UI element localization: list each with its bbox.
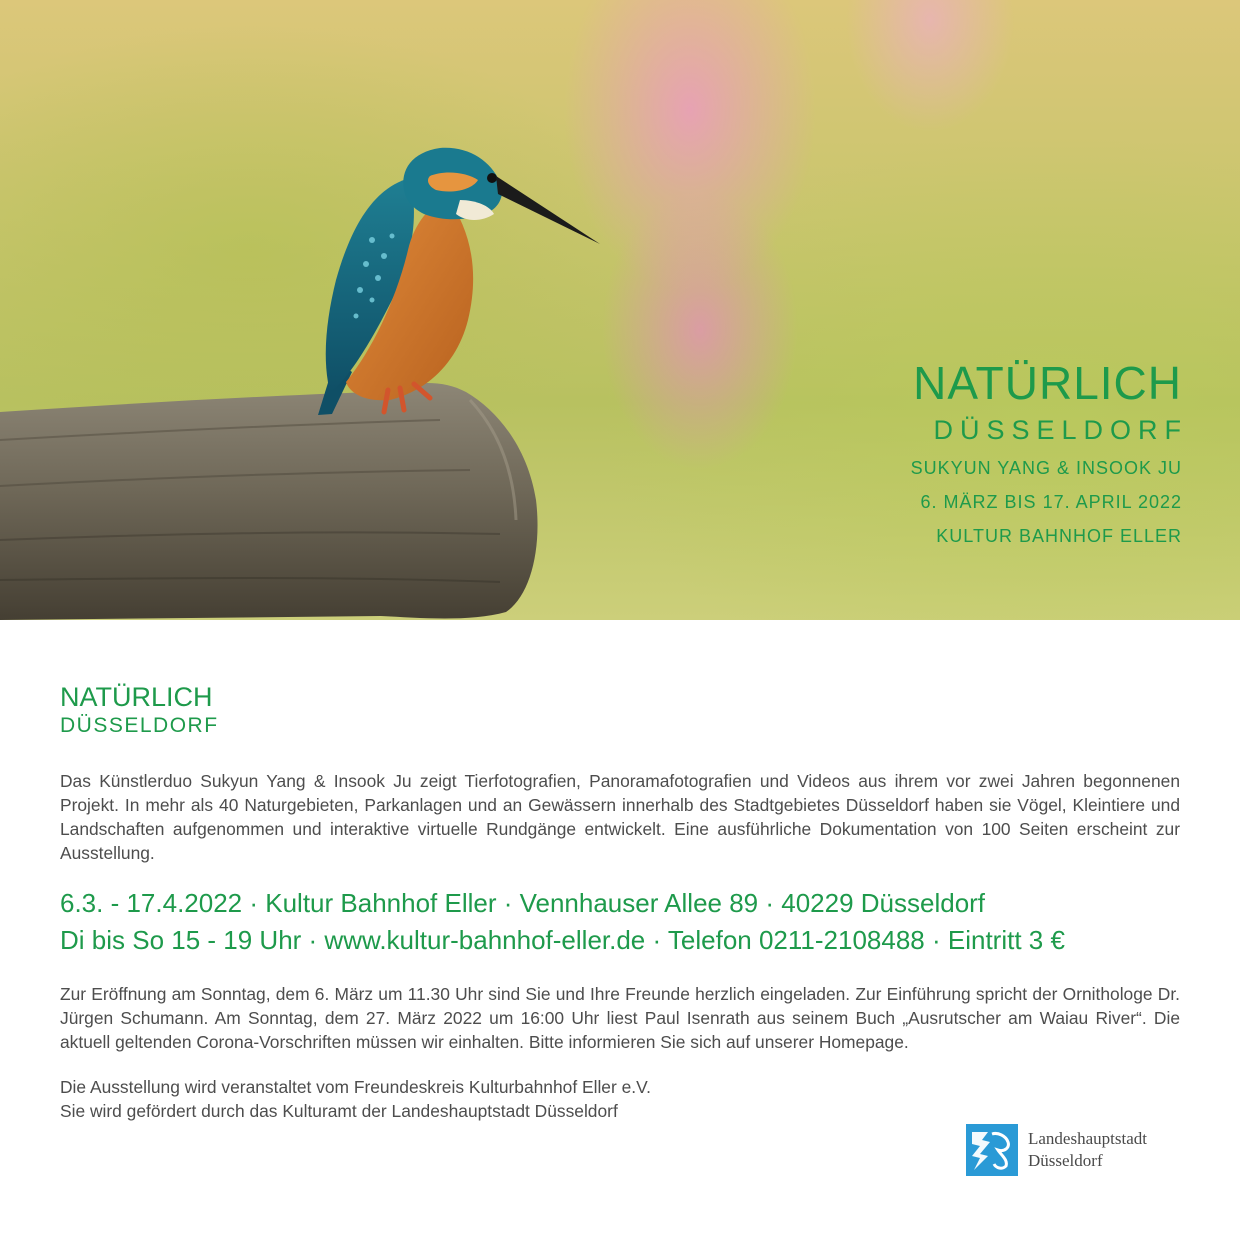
city-logo-line2: Düsseldorf [1028, 1151, 1103, 1170]
city-logo-icon [966, 1124, 1018, 1176]
opening-paragraph: Zur Eröffnung am Sonntag, dem 6. März um 11.30 Uhr sind Sie und Ihre Freunde herzlich eingeladen. Zur Einführung spricht der Ornithologe Dr. Jürgen Schumann. Am Sonntag, dem 27. März 2022 um 16:00 Uhr liest Paul Isenrath aus seinem Buch „Ausrutscher am Waiau River“. Die aktuell geltenden Corona-Vorschriften müssen wir einhalten. Bitte informieren Sie sich auf unserer Homepage. [60, 984, 1180, 1052]
credit-sponsor: Sie wird gefördert durch das Kulturamt der Landeshauptstadt Düsseldorf [60, 1101, 618, 1121]
content-subtitle: DÜSSELDORF [60, 714, 219, 737]
description-paragraph: Das Künstlerduo Sukyun Yang & Insook Ju zeigt Tierfotografien, Panoramafotografien und Videos aus ihrem vor zwei Jahren begonnenen Projekt. In mehr als 40 Naturgebieten, Parkanlagen und an Gewässern innerhalb des Stadtgebietes Düsseldorf haben sie Vögel, Kleintiere und Landschaften aufgenommen und interaktive virtuelle Rundgänge entwickelt. Eine ausführliche Dokumentation von 100 Seiten erscheint zur Ausstellung. [60, 771, 1180, 863]
city-logo-line1: Landeshauptstadt [1028, 1129, 1147, 1148]
hero-artists: SUKYUN YANG & INSOOK JU [910, 458, 1182, 478]
event-info [60, 885, 1180, 959]
event-info-dates-address: 6.3. - 17.4.2022 · Kultur Bahnhof Eller · Vennhauser Allee 89 · 40229 Düsseldorf [60, 888, 986, 918]
content-title: NATÜRLICH [60, 682, 213, 712]
event-info-hours-contact: Di bis So 15 - 19 Uhr · www.kultur-bahnhof-eller.de · Telefon 0211-2108488 · Eintritt 3 € [60, 925, 1065, 955]
hero-subtitle: DÜSSELDORF [933, 415, 1188, 445]
credits [60, 1075, 1180, 1123]
hero-title: NATÜRLICH [913, 357, 1182, 409]
city-logo-text [1028, 1128, 1147, 1172]
hero-dates: 6. MÄRZ BIS 17. APRIL 2022 [920, 492, 1182, 512]
log-perch [0, 383, 538, 620]
hero-title-block [910, 355, 1188, 553]
hero-venue: KULTUR BAHNHOF ELLER [936, 526, 1182, 546]
content-section [60, 682, 1180, 1123]
city-logo [966, 1124, 1186, 1176]
kingfisher [318, 148, 600, 415]
credit-organizer: Die Ausstellung wird veranstaltet vom Freundeskreis Kulturbahnhof Eller e.V. [60, 1077, 651, 1097]
